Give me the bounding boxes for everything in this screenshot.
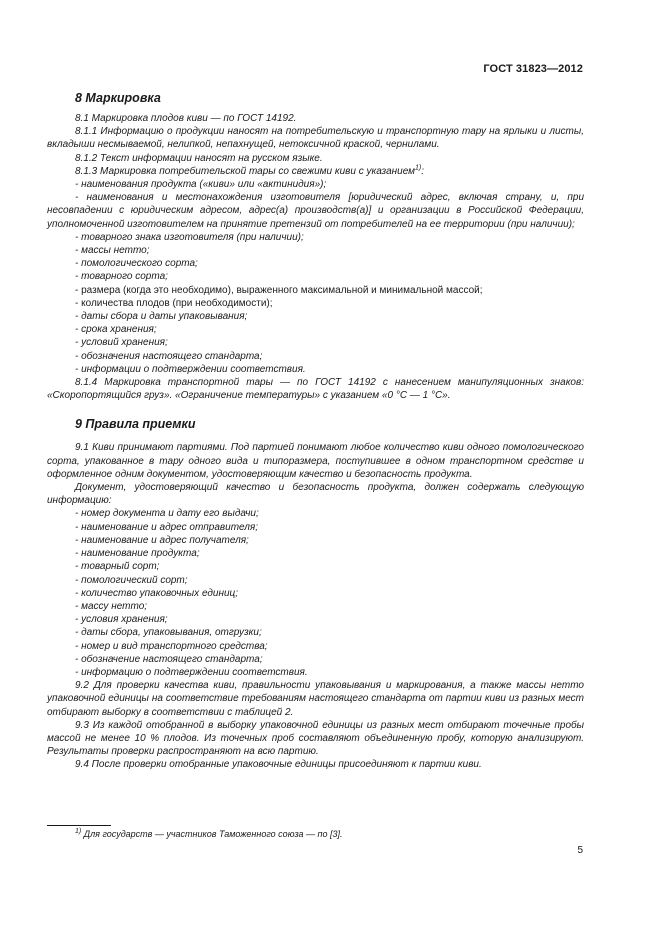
list-item: - номер и вид транспортного средства;	[75, 640, 268, 652]
list-item: - помологического сорта;	[75, 258, 198, 270]
list-item: - размера (когда это необходимо), выраженного максимальной и минимальной массой;	[75, 284, 483, 296]
list-item: - товарный сорт;	[75, 561, 160, 573]
list-item: - даты сбора и даты упаковывания;	[75, 311, 248, 323]
list-item: - информации о подтверждении соответствия.	[75, 363, 306, 375]
list-item: - наименование продукта;	[75, 548, 200, 560]
para-8-1-2: 8.1.2 Текст информации наносят на русском языке.	[75, 152, 323, 164]
list-item: - товарного знака изготовителя (при наличии);	[75, 231, 304, 243]
list-item: - наименование и адрес отправителя;	[75, 521, 259, 533]
list-item: - срока хранения;	[75, 324, 157, 336]
list-item: - количества плодов (при необходимости);	[75, 297, 273, 309]
footnote-divider	[47, 825, 111, 826]
list-item: - наименования и местонахождения изготовителя [юридический адрес, включая страну, и, при несовпадении с юридическим адресом, адрес(а) производств(а)] и организации в Российской Федерации, уполномоченной изготовителем на принятие претензий от потребителей на ее территории (при наличии);	[47, 192, 584, 230]
para-9-4: 9.4 После проверки отобранные упаковочные единицы присоединяют к партии киви.	[75, 759, 482, 771]
footnote-mark: 1)	[75, 828, 82, 835]
page-content	[47, 90, 584, 772]
list-item: - массы нетто;	[75, 245, 150, 257]
document-code: ГОСТ 31823—2012	[483, 63, 583, 75]
list-item: - количество упаковочных единиц;	[75, 587, 239, 599]
section-9-title: 9 Правила приемки	[75, 417, 196, 432]
list-item: - массу нетто;	[75, 600, 148, 612]
list-item: - условия хранения;	[75, 614, 168, 626]
list-item: - номер документа и дату его выдачи;	[75, 508, 259, 520]
list-item: - товарного сорта;	[75, 271, 168, 283]
section-8-title: 8 Маркировка	[75, 91, 161, 105]
list-item: - условий хранения;	[75, 337, 168, 349]
para-9-1: 9.1 Киви принимают партиями. Под партией понимают любое количество киви одного помологического сорта, упакованное в тару одного вида и типоразмера, поступившее в одном транспортном средстве и оформленное одним документом, удостоверяющим качество и безопасность продукта.	[47, 442, 584, 480]
list-item: - наименования продукта («киви» или «актинидия»);	[75, 179, 327, 191]
para-9-1-doc: Документ, удостоверяющий качество и безопасность продукта, должен содержать следующую информацию:	[47, 482, 584, 507]
para-9-3: 9.3 Из каждой отобранной в выборку упаковочной единицы из разных мест отбирают точечные пробы массой не менее 10 % плодов. Из точечных проб составляют объединенную пробу, которую анализируют. Результаты проверки распространяют на всю партию.	[47, 719, 584, 758]
list-item: - обозначение настоящего стандарта;	[75, 653, 263, 665]
para-8-1-1: 8.1.1 Информацию о продукции наносят на потребительскую и транспортную тару на ярлыки и листы, вкладыши несмываемой, нелипкой, непахнущей, нетоксичной краской, чернилами.	[47, 126, 584, 151]
list-item: - информацию о подтверждении соответствия.	[75, 666, 308, 678]
page-number: 5	[577, 845, 583, 856]
para-8-1: 8.1 Маркировка плодов киви — по ГОСТ 14192.	[75, 113, 297, 124]
para-8-1-3: 8.1.3 Маркировка потребительской тары со свежими киви с указанием$^{1)}$:	[75, 164, 425, 177]
footnote: $^{1)}$ Для государств — участников Таможенного союза — по [3].	[75, 828, 343, 839]
footnote-ref: 1)	[415, 164, 422, 172]
list-item: - даты сбора, упаковывания, отгрузки;	[75, 627, 262, 639]
list-item: - наименование и адрес получателя;	[75, 534, 249, 546]
list-item: - обозначения настоящего стандарта;	[75, 350, 263, 362]
para-9-2: 9.2 Для проверки качества киви, правильности упаковывания и маркирования, а также массы нетто упаковочной единицы на соответствие требованиям настоящего стандарта от партии киви из разных мест отбирают выборку в соответствии с таблицей 2.	[47, 680, 584, 718]
list-item: - помологический сорт;	[75, 574, 188, 586]
para-8-1-4: 8.1.4 Маркировка транспортной тары — по ГОСТ 14192 с нанесением манипуляционных знаков: «Скоропортящийся груз». «Ограничение температуры» с указанием «0 °С — 1 °С».	[47, 377, 584, 402]
